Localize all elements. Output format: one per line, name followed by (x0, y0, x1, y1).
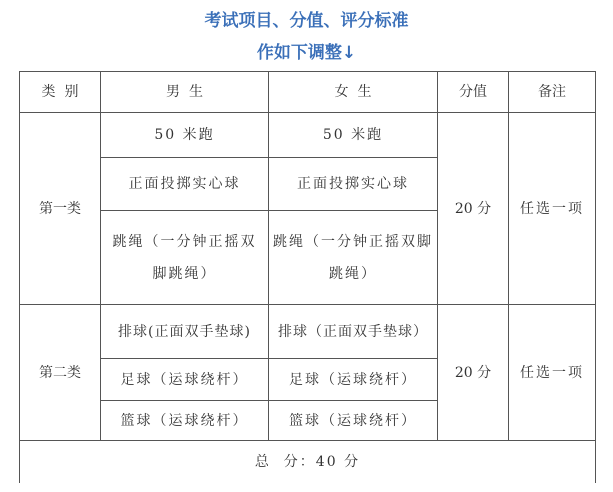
total-row (20, 441, 596, 484)
group2-female-2: 足球（运球绕杆） (269, 359, 438, 401)
group2-male-1: 排球(正面双手垫球) (101, 305, 269, 359)
group2-score: 20 分 (438, 305, 509, 441)
group2-female-1: 排球（正面双手垫球） (269, 305, 438, 359)
group1-female-3: 跳绳（一分钟正摇双脚跳绳） (269, 211, 438, 305)
header-row (20, 72, 596, 113)
group1-female-2: 正面投掷实心球 (269, 158, 438, 211)
group1-note: 任选一项 (509, 113, 596, 305)
group2-note: 任选一项 (509, 305, 596, 441)
group2-female-3: 篮球（运球绕杆） (269, 401, 438, 441)
total-score: 总 分：40 分 (20, 441, 596, 484)
header-note: 备注 (509, 72, 596, 113)
header-male: 男 生 (101, 72, 269, 113)
group2-male-3: 篮球（运球绕杆） (101, 401, 269, 441)
header-female: 女 生 (269, 72, 438, 113)
header-score: 分值 (438, 72, 509, 113)
table-row (20, 305, 596, 359)
group1-score: 20 分 (438, 113, 509, 305)
title-line-1: 考试项目、分值、评分标准 (204, 11, 409, 31)
group2-category: 第二类 (20, 305, 101, 441)
group1-female-1: 50 米跑 (269, 113, 438, 158)
group1-male-3: 跳绳（一分钟正摇双脚跳绳） (101, 211, 269, 305)
header-category: 类 别 (20, 72, 101, 113)
exam-table (19, 71, 596, 483)
group1-male-1: 50 米跑 (101, 113, 269, 158)
group1-male-2: 正面投掷实心球 (101, 158, 269, 211)
table-row (20, 113, 596, 158)
group2-male-2: 足球（运球绕杆） (101, 359, 269, 401)
title-line-2: 作如下调整↓ (256, 43, 357, 63)
group1-category: 第一类 (20, 113, 101, 305)
